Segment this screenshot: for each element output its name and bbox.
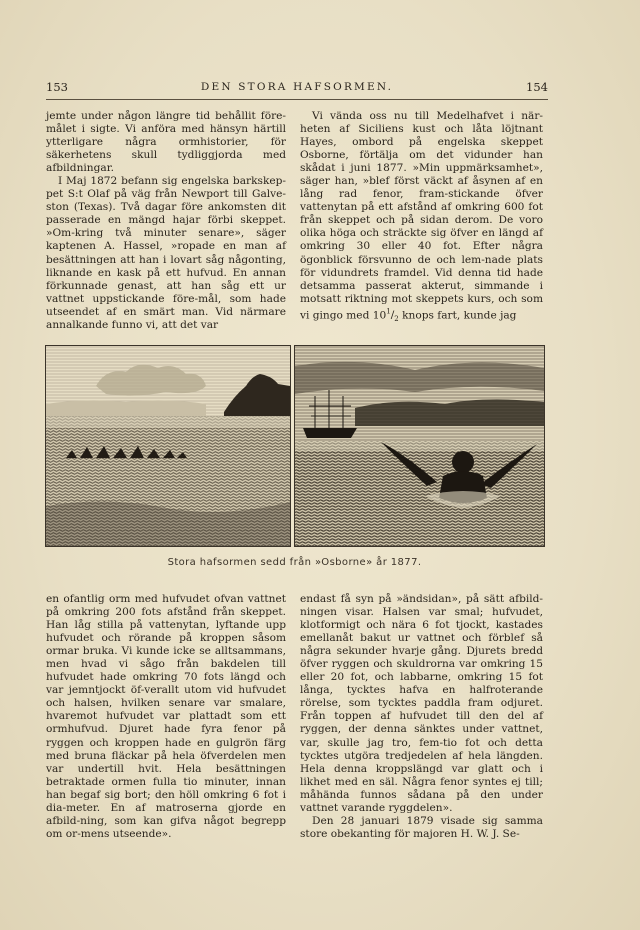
paragraph: en ofantlig orm med hufvudet ofvan vattnet på omkring 200 fots afstånd från skeppet. Han låg stilla på vattenytan, lyftande upp hufvudet och rörande på kroppen såsom ormar bruka. Vi kunde icke se alltsammans, men hvad vi sågo från bakdelen till hufvudet hade omkring 70 fots längd och var jemntjockt öf-verallt utom vid hufvudet och halsen, hvilken senare var smalare, hvaremot hufvudet var plattadt som ett ormhufvud. Djuret hade fyra fenor på ryggen och kroppen hade en gulgrön färg med bruna fläckar på hela öfverdelen men var undertill hvit. Hela besättningen betraktade ormen fulla tio minuter, innan han begaf sig bort; den höll omkring 6 fot i dia-meter. En af matroserna gjorde en afbild-ning, som kan gifva något begrepp om or-mens utseende».	[46, 593, 286, 840]
fraction-denominator: 2	[394, 315, 399, 324]
engraving-right	[294, 345, 545, 547]
page-number-right: 154	[526, 80, 548, 94]
column-top-left	[46, 110, 286, 332]
paragraph: endast få syn på »ändsidan», på sätt afbild-ningen visar. Halsen var smal; hufvudet, klotformigt och nära 6 fot tjockt, kastades emellanåt bakut ur vattnet och förblef så några sekunder hvarje gång. Djurets bredd öfver ryggen och skuldrorna var omkring 15 eller 20 fot, och labbarne, omkring 15 fot långa, tycktes hafva en halfroterande rörelse, som tycktes paddla fram odjuret. Från toppen af hufvudet till den del af ryggen, der denna sänktes under vattnet, var, skulle jag tro, fem-tio fot och detta tycktes utgöra tredjedelen af hela längden. Hela denna kroppslängd var glatt och i likhet med en säl. Några fenor syntes ej till; måhända funnos sådana på den under vattnet varande ryggdelen».	[300, 593, 543, 814]
page-number-left: 153	[46, 80, 68, 94]
column-top-right	[300, 110, 543, 326]
fraction-numerator: 1	[386, 307, 391, 316]
engraving-left	[45, 345, 291, 547]
engraving-right-illustration	[295, 346, 544, 546]
fraction: $^1/_2$	[386, 307, 399, 324]
paragraph-text: knops fart, kunde jag	[398, 309, 517, 322]
paragraph: I Maj 1872 befann sig engelska barkskep-pet S:t Olaf på väg från Newport till Galve-ston (Texas). Två dagar före ankomsten dit passerade en mängd hajar förbi skeppet. »Om-kring två minuter senare», säger kaptenen A. Hassel, »ropade en man af besättningen att han i lovart såg någonting, liknande en kask på ett hufvud. En annan förkunnade genast, att han såg ett ur vattnet uppstickande före-mål, som hade utseendet af en smärt man. Vid närmare annalkande funno vi, att det var	[46, 175, 286, 331]
page-header	[46, 80, 548, 96]
engraving-left-illustration	[46, 346, 290, 546]
paragraph: jemte under någon längre tid behållit före-målet i sigte. Vi anföra med hänsyn härtill ytterligare några ormhistorier, för säkerhetens skull tydliggjorda med afbildningar.	[46, 110, 286, 175]
header-rule	[46, 99, 548, 100]
paragraph: Den 28 januari 1879 visade sig samma store obekanting för majoren H. W. J. Se-	[300, 814, 543, 840]
paragraph-text: Vi vända oss nu till Medelhafvet i när-heten af Siciliens kust och låta löjtnant Hayes, ombord på engelska skeppet Osborne, förtälja om det vidunder han skådat i juni 1877. »Min uppmärksamhet», säger han, »blef först väckt af åsynen af en lång rad fenor, fram-stickande öfver vattenytan på ett afstånd af omkring 600 fot från skeppet och på sidan derom. De voro olika höga och sträckte sig öfver en längd af omkring 30 eller 40 fot. Efter några ögonblick försvunno de och lem-nade plats för vidundrets framdel. Vid denna tid hade detsamma passerat akterut, simmande i motsatt riktning mot skeppets kurs, och som vi gingo med 10	[300, 110, 543, 322]
column-bottom-right	[300, 593, 543, 841]
paragraph	[300, 110, 543, 326]
running-title: DEN STORA HAFSORMEN.	[200, 81, 394, 93]
figure-caption: Stora hafsormen sedd från »Osborne» år 1877.	[167, 557, 422, 568]
column-bottom-left	[46, 593, 286, 841]
